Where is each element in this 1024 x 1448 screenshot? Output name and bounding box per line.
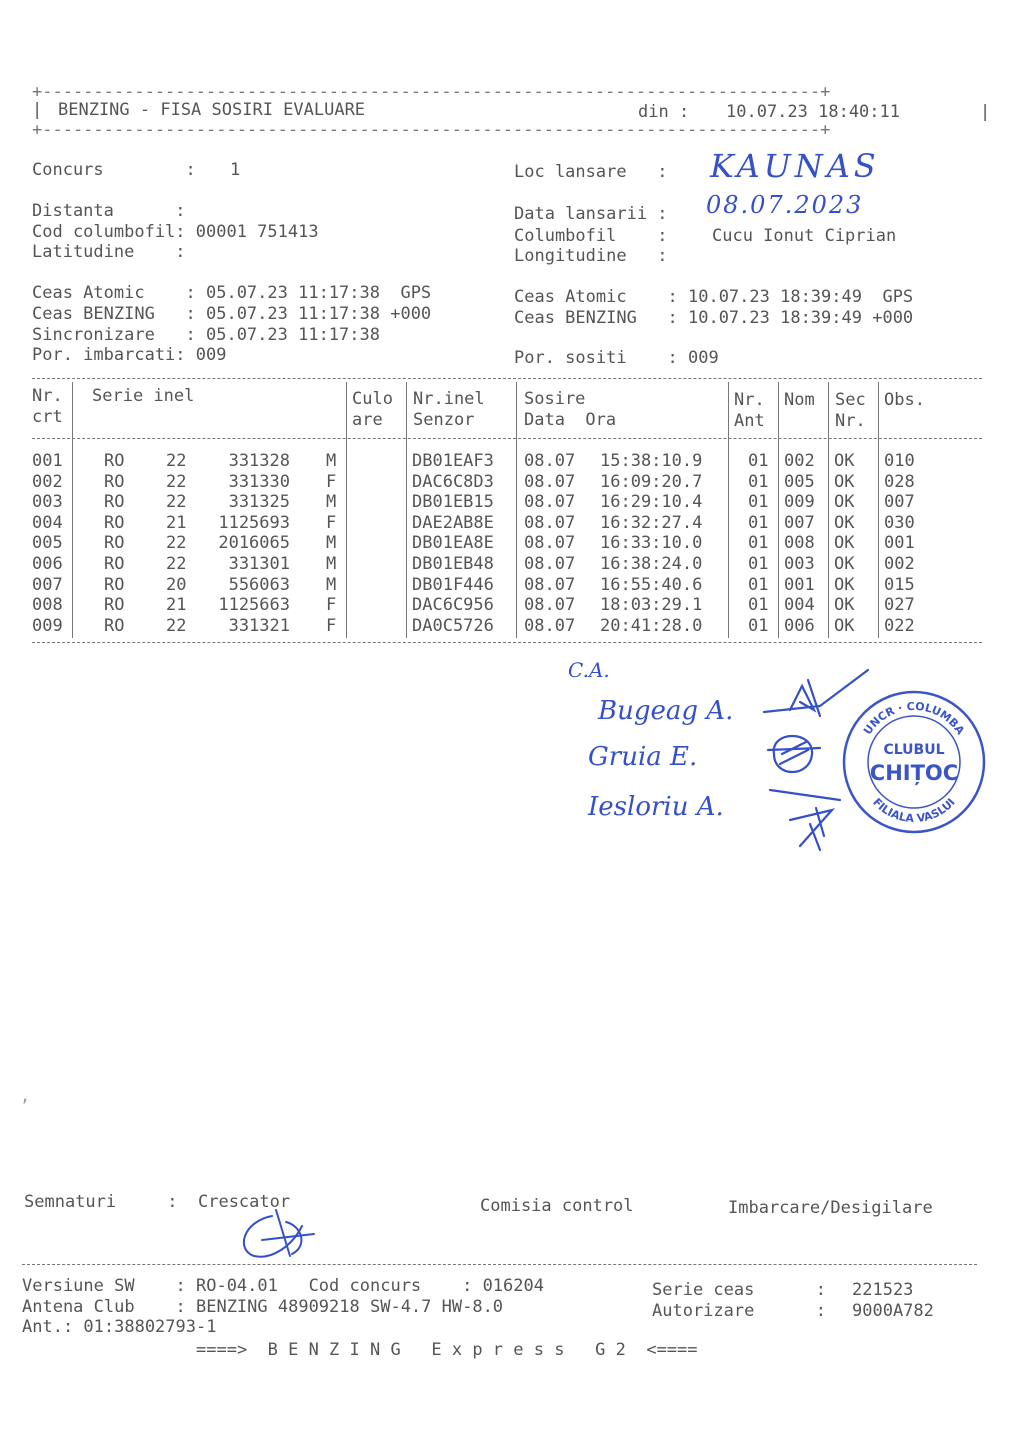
row-sensor: DAE2AB8E [412,512,494,533]
semnaturi-line: Semnaturi : Crescator [24,1192,291,1212]
row-sec: OK [834,512,855,533]
row-sec: OK [834,451,855,471]
row-obs: 028 [884,471,915,492]
row-country: RO [104,595,125,616]
row-sensor: DA0C5726 [412,615,494,636]
footer-version-line: Versiune SW : RO-04.01 Cod concurs : 016204 [22,1276,544,1296]
row-ring-number: 331301 [228,554,290,574]
stamp-bottom-text: FILIALA VASLUI [870,795,958,826]
row-date: 08.07 [524,471,576,492]
cod-columbofil: Cod columbofil: 00001 751413 [32,222,319,242]
row-time: 16:32:27.4 [600,512,703,533]
th-nr-inel: Nr.inel [413,389,485,409]
row-year: 20 [166,574,187,595]
row-nr: 003 [32,492,63,513]
latitudine-label: Latitudine : [32,242,186,262]
footer-banner: ====> B E N Z I N G E x p r e s s G 2 <==== [196,1340,698,1360]
row-sec: OK [834,533,855,554]
row-sensor: DB01EAF3 [412,451,494,471]
row-obs: 001 [884,533,915,554]
row-time: 16:29:10.4 [600,492,703,513]
stamp-line-2: CHIȚOC [869,761,959,785]
signature-name-2: Gruia E. [588,742,698,772]
row-ring-number: 331328 [228,451,290,471]
row-year: 22 [166,554,187,574]
signature-name-3: Iesloriu A. [588,792,724,822]
row-nr: 008 [32,595,63,616]
row-sex: M [326,554,337,574]
row-sex: F [326,595,337,616]
din-label: din : [638,102,690,122]
row-antenna: 01 [748,512,769,533]
longitudine-label: Longitudine : [514,246,668,266]
header-top-border: +----------------------------------------------------------------------------+ [32,82,831,102]
autorizare-label: Autorizare : [652,1301,826,1321]
row-ring-number: 556063 [228,574,290,595]
row-time: 20:41:28.0 [600,615,703,636]
th-sec: Sec [835,390,866,410]
row-nom: 008 [784,533,815,554]
row-sec: OK [834,471,855,492]
row-antenna: 01 [748,574,769,595]
row-date: 08.07 [524,554,576,574]
row-sensor: DB01EA8E [412,533,494,554]
th-senzor: Senzor [413,410,475,430]
th-crt: crt [32,407,63,427]
concurs-label: Concurs : [32,160,196,180]
col-sep [406,382,407,638]
th-ant: Ant [734,411,765,431]
row-year: 22 [166,492,187,513]
table-bottom-rule [32,642,982,643]
row-year: 22 [166,451,187,471]
row-sex: F [326,512,337,533]
ceas-benzing-right: Ceas BENZING : 10.07.23 18:39:49 +000 [514,308,914,328]
club-stamp [840,688,988,836]
loc-lansare-label: Loc lansare : [514,162,668,182]
row-nr: 002 [32,471,63,492]
row-antenna: 01 [748,492,769,513]
row-nr: 007 [32,574,63,595]
row-year: 22 [166,471,187,492]
row-time: 16:33:10.0 [600,533,703,554]
th-serie-inel: Serie inel [92,386,195,406]
row-sex: F [326,615,337,636]
row-year: 22 [166,533,187,554]
row-obs: 015 [884,574,915,595]
row-country: RO [104,471,125,492]
footer-antena-line: Antena Club : BENZING 48909218 SW-4.7 HW-8.0 [22,1297,504,1317]
row-sec: OK [834,492,855,513]
row-country: RO [104,492,125,513]
columbofil-value: Cucu Ionut Ciprian [712,226,897,246]
row-antenna: 01 [748,471,769,492]
row-year: 21 [166,595,187,616]
col-sep [778,382,779,638]
row-sec: OK [834,554,855,574]
data-lansarii-value: 08.07.2023 [706,191,864,219]
row-nr: 004 [32,512,63,533]
row-nom: 002 [784,451,815,471]
row-nom: 003 [784,554,815,574]
row-obs: 022 [884,615,915,636]
stamp-line-1: CLUBUL [883,742,945,758]
row-sensor: DB01EB15 [412,492,494,513]
th-nr-ant: Nr. [734,390,765,410]
row-year: 21 [166,512,187,533]
row-date: 08.07 [524,512,576,533]
row-nom: 007 [784,512,815,533]
row-time: 16:55:40.6 [600,574,703,595]
row-country: RO [104,533,125,554]
row-nom: 004 [784,595,815,616]
row-ring-number: 1125693 [218,512,290,533]
row-nr: 009 [32,615,63,636]
row-ring-number: 331321 [228,615,290,636]
th-sec-nr: Nr. [835,411,866,431]
porumbei-imbarcati: Por. imbarcati: 009 [32,345,227,365]
col-sep [728,382,729,638]
row-ring-number: 331325 [228,492,290,513]
commission-abbrev: C.A. [568,658,610,682]
signature-name-1: Bugeag A. [598,696,734,726]
row-ring-number: 2016065 [218,533,290,554]
row-nr: 001 [32,451,63,471]
row-country: RO [104,512,125,533]
imbarcare-label: Imbarcare/Desigilare [728,1198,933,1218]
serie-ceas-label: Serie ceas : [652,1280,826,1300]
document-title: BENZING - FISA SOSIRI EVALUARE [58,100,366,120]
crescator-signature [232,1196,332,1266]
row-antenna: 01 [748,554,769,574]
row-country: RO [104,554,125,574]
th-nr: Nr. [32,386,63,406]
row-obs: 030 [884,512,915,533]
row-sec: OK [834,615,855,636]
row-time: 16:38:24.0 [600,554,703,574]
row-date: 08.07 [524,574,576,595]
th-data-ora: Data Ora [524,410,617,430]
row-antenna: 01 [748,451,769,471]
th-culo: Culo [352,389,393,409]
row-sex: M [326,574,337,595]
th-obs: Obs. [884,390,925,410]
row-date: 08.07 [524,615,576,636]
comisia-control-label: Comisia control [480,1196,634,1216]
row-time: 15:38:10.9 [600,451,703,471]
sincronizare: Sincronizare : 05.07.23 11:17:38 [32,325,380,345]
autorizare-value: 9000A782 [852,1301,934,1321]
row-time: 16:09:20.7 [600,471,703,492]
porumbei-sositi: Por. sositi : 009 [514,348,719,368]
ceas-atomic-left: Ceas Atomic : 05.07.23 11:17:38 GPS [32,283,432,303]
row-obs: 002 [884,554,915,574]
row-year: 22 [166,615,187,636]
row-sensor: DB01EB48 [412,554,494,574]
din-value: 10.07.23 18:40:11 [726,102,900,122]
stamp-top-text: UNCR · COLUMBA [861,699,968,738]
row-antenna: 01 [748,595,769,616]
row-date: 08.07 [524,533,576,554]
header-right-bar: | [980,102,991,122]
row-country: RO [104,615,125,636]
ceas-atomic-right: Ceas Atomic : 10.07.23 18:39:49 GPS [514,287,914,307]
col-sep [516,382,517,638]
row-sec: OK [834,595,855,616]
row-nom: 001 [784,574,815,595]
row-nr: 006 [32,554,63,574]
row-sensor: DAC6C956 [412,595,494,616]
th-are: are [352,410,383,430]
loc-lansare-value: KAUNAS [710,147,880,185]
row-nom: 005 [784,471,815,492]
row-sensor: DB01F446 [412,574,494,595]
row-sex: M [326,533,337,554]
table-header-rule [32,438,982,439]
row-date: 08.07 [524,595,576,616]
concurs-value: 1 [230,160,241,180]
row-sex: F [326,471,337,492]
row-date: 08.07 [524,492,576,513]
row-time: 18:03:29.1 [600,595,703,616]
row-obs: 007 [884,492,915,513]
row-sec: OK [834,574,855,595]
col-sep [346,382,347,638]
header-bottom-border: +----------------------------------------------------------------------------+ [32,120,831,140]
col-sep [878,382,879,638]
data-lansarii-label: Data lansarii : [514,204,668,224]
stray-mark: , [20,1086,31,1106]
row-sensor: DAC6C8D3 [412,471,494,492]
row-ring-number: 331330 [228,471,290,492]
row-nom: 006 [784,615,815,636]
row-obs: 027 [884,595,915,616]
serie-ceas-value: 221523 [852,1280,914,1300]
th-nom: Nom [784,390,815,410]
col-sep [72,382,73,638]
row-ring-number: 1125663 [218,595,290,616]
row-country: RO [104,451,125,471]
header-left-bar: | [32,100,43,120]
row-antenna: 01 [748,615,769,636]
th-sosire: Sosire [524,389,586,409]
footer-ant-line: Ant.: 01:38802793-1 [22,1317,217,1337]
distanta-label: Distanta : [32,201,186,221]
row-sex: M [326,492,337,513]
row-sex: M [326,451,337,471]
row-antenna: 01 [748,533,769,554]
row-date: 08.07 [524,451,576,471]
row-nr: 005 [32,533,63,554]
col-sep [828,382,829,638]
ceas-benzing-left: Ceas BENZING : 05.07.23 11:17:38 +000 [32,304,432,324]
row-country: RO [104,574,125,595]
row-nom: 009 [784,492,815,513]
footer-rule [22,1264,977,1265]
row-obs: 010 [884,451,915,471]
columbofil-label: Columbofil : [514,226,668,246]
table-top-rule [32,378,982,379]
